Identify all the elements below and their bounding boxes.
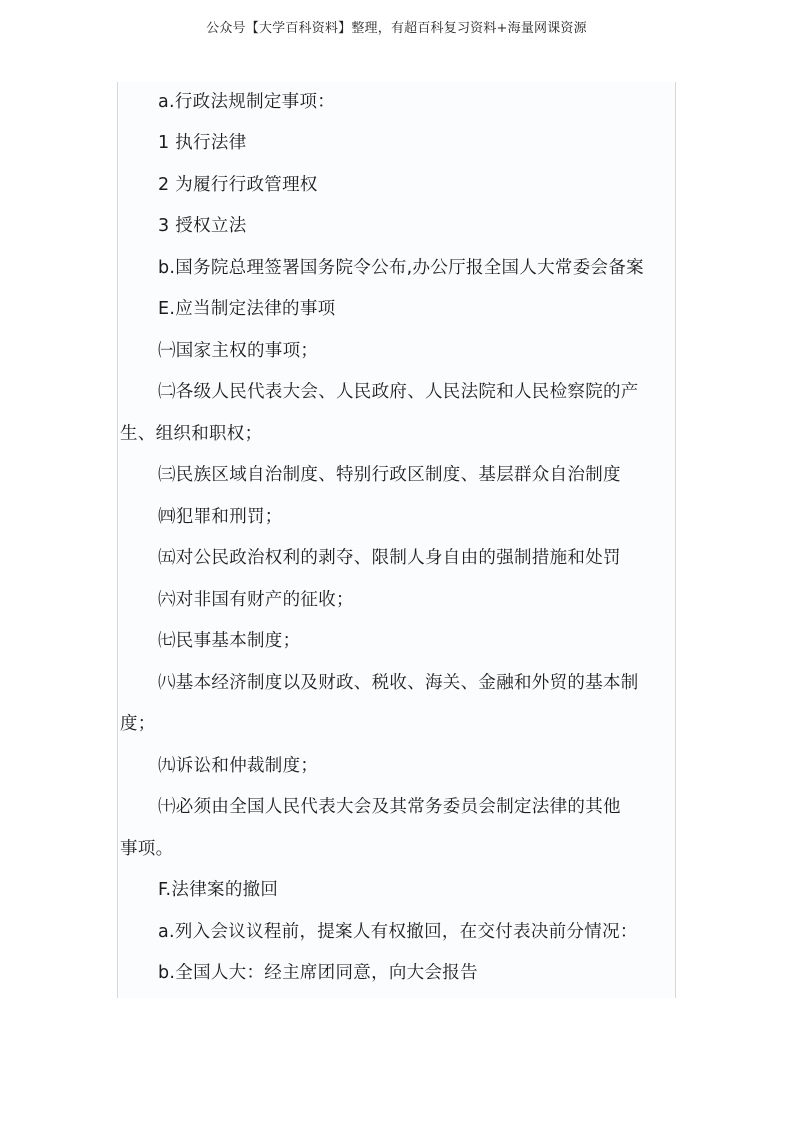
text-line: E.应当制定法律的事项 xyxy=(158,299,336,319)
text-line: ㈠国家主权的事项； xyxy=(158,341,319,361)
text-line: ㈣犯罪和刑罚； xyxy=(158,507,283,527)
text-line: ㈡各级人民代表大会、人民政府、人民法院和人民检察院的产 xyxy=(158,382,639,402)
text-line: ㈢民族区域自治制度、特别行政区制度、基层群众自治制度 xyxy=(158,465,621,485)
header-note: 公众号【大学百科资料】整理，有超百科复习资料+海量网课资源 xyxy=(206,21,587,36)
text-line: 度； xyxy=(120,714,156,734)
text-line: F.法律案的撤回 xyxy=(158,880,279,900)
text-line: 事项。 xyxy=(120,839,174,859)
text-line: 2 为履行行政管理权 xyxy=(158,175,318,195)
text-line: ㈤对公民政治权利的剥夺、限制人身自由的强制措施和处罚 xyxy=(158,548,621,568)
text-line: b.全国人大：经主席团同意，向大会报告 xyxy=(158,963,478,983)
text-line: 生、组织和职权； xyxy=(120,424,263,444)
text-line: b.国务院总理签署国务院令公布,办公厅报全国人大常委会备案 xyxy=(158,258,644,278)
text-line: ㈨诉讼和仲裁制度； xyxy=(158,756,319,776)
document-content xyxy=(117,82,676,998)
text-line: ㈥对非国有财产的征收； xyxy=(158,590,354,610)
text-line: ㈦民事基本制度； xyxy=(158,631,301,651)
text-line: a.行政法规制定事项： xyxy=(158,92,336,112)
text-line: a.列入会议议程前，提案人有权撤回，在交付表决前分情况： xyxy=(158,922,638,942)
text-line: ㈧基本经济制度以及财政、税收、海关、金融和外贸的基本制 xyxy=(158,673,639,693)
text-line: ㈩必须由全国人民代表大会及其常务委员会制定法律的其他 xyxy=(158,797,621,817)
text-line: 3 授权立法 xyxy=(158,216,247,236)
text-line: 1 执行法律 xyxy=(158,133,247,153)
